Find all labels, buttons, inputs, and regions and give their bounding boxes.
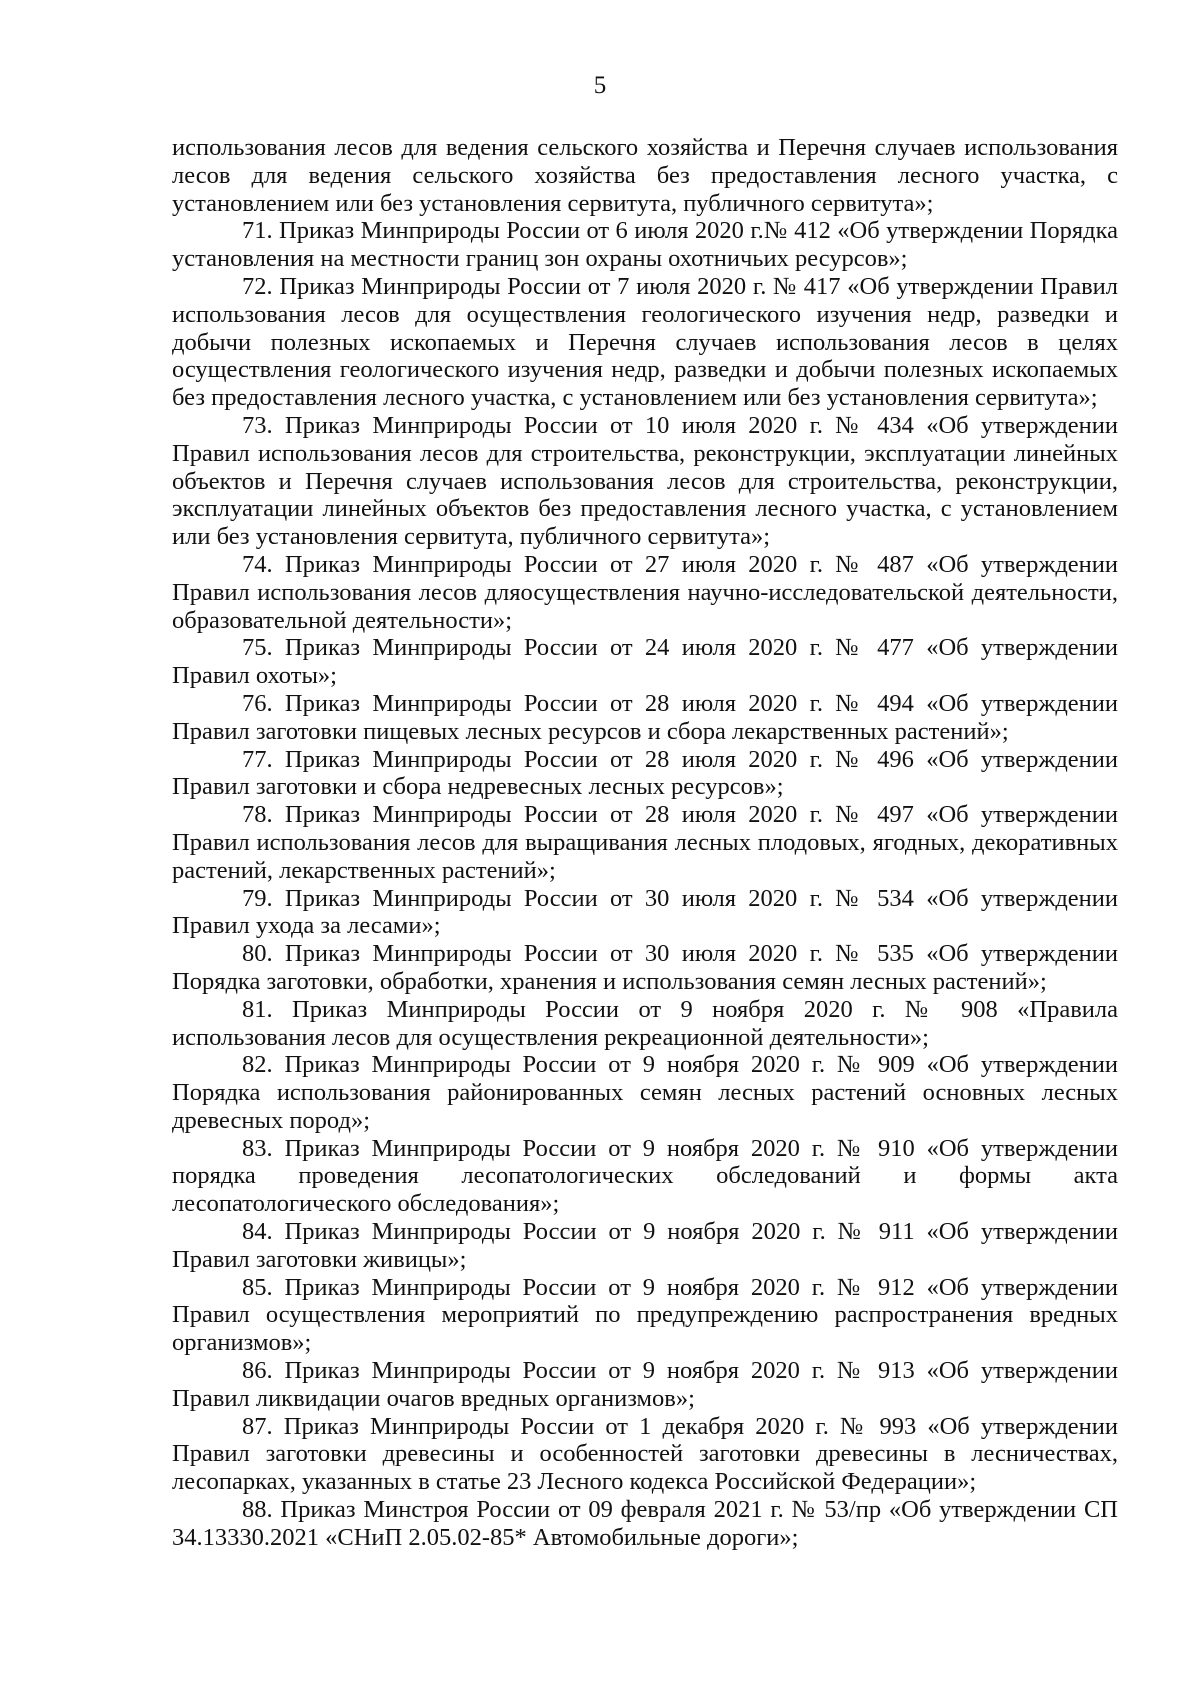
list-item-74: 74. Приказ Минприроды России от 27 июля 2020 г. № 487 «Об утверждении Правил использования лесов дляосуществления научно-исследовательской деятельности, образовательной деятельности»; [172,550,1118,634]
list-item-80: 80. Приказ Минприроды России от 30 июля 2020 г. № 535 «Об утверждении Порядка заготовки, обработки, хранения и использования семян лесных растений»; [172,940,1118,995]
list-item-84: 84. Приказ Минприроды России от 9 ноября 2020 г. № 911 «Об утверждении Правил заготовки живицы»; [172,1218,1118,1273]
list-item-79: 79. Приказ Минприроды России от 30 июля 2020 г. № 534 «Об утверждении Правил ухода за лесами»; [172,884,1118,940]
list-item-81: 81. Приказ Минприроды России от 9 ноября 2020 г. № 908 «Правила использования лесов для осуществления рекреационной деятельности»; [172,995,1118,1051]
list-item-76: 76. Приказ Минприроды России от 28 июля 2020 г. № 494 «Об утверждении Правил заготовки пищевых лесных ресурсов и сбора лекарственных растений»; [172,689,1118,745]
list-item-85: 85. Приказ Минприроды России от 9 ноября 2020 г. № 912 «Об утверждении Правил осуществления мероприятий по предупреждению распространения вредных организмов»; [172,1273,1118,1357]
page-number: 5 [593,72,607,99]
list-item-78: 78. Приказ Минприроды России от 28 июля 2020 г. № 497 «Об утверждении Правил использования лесов для выращивания лесных плодовых, ягодных, декоративных растений, лекарственных растений»; [172,801,1118,884]
list-item-83: 83. Приказ Минприроды России от 9 ноября 2020 г. № 910 «Об утверждении порядка проведения лесопатологических обследований и формы акта лесопатологического обследования»; [172,1134,1118,1218]
document-body [172,134,1118,1552]
list-item-71: 71. Приказ Минприроды России от 6 июля 2020 г.№ 412 «Об утверждении Порядка установления на местности границ зон охраны охотничьих ресурсов»; [172,217,1118,273]
list-item-82: 82. Приказ Минприроды России от 9 ноября 2020 г. № 909 «Об утверждении Порядка использования районированных семян лесных растений основных лесных древесных пород»; [172,1051,1118,1134]
paragraph-continuation: использования лесов для ведения сельского хозяйства и Перечня случаев использования лесов для ведения сельского хозяйства без предоставления лесного участка, с установлением или без установления сервитута, публичного сервитута»; [172,134,1118,217]
list-item-77: 77. Приказ Минприроды России от 28 июля 2020 г. № 496 «Об утверждении Правил заготовки и сбора недревесных лесных ресурсов»; [172,745,1118,801]
list-item-86: 86. Приказ Минприроды России от 9 ноября 2020 г. № 913 «Об утверждении Правил ликвидации очагов вредных организмов»; [172,1357,1118,1412]
list-item-88: 88. Приказ Минстроя России от 09 февраля 2021 г. № 53/пр «Об утверждении СП 34.13330.2021 «СНиП 2.05.02-85* Автомобильные дороги»; [172,1496,1118,1551]
list-item-72: 72. Приказ Минприроды России от 7 июля 2020 г. № 417 «Об утверждении Правил использования лесов для осуществления геологического изучения недр, разведки и добычи полезных ископаемых и Перечня случаев использования лесов в целях осуществления геологического изучения недр, разведки и добычи полезных ископаемых без предоставления лесного участка, с установлением или без установления сервитута»; [172,272,1118,412]
list-item-87: 87. Приказ Минприроды России от 1 декабря 2020 г. № 993 «Об утверждении Правил заготовки древесины и особенностей заготовки древесины в лесничествах, лесопарках, указанных в статье 23 Лесного кодекса Российской Федерации»; [172,1412,1118,1496]
list-item-75: 75. Приказ Минприроды России от 24 июля 2020 г. № 477 «Об утверждении Правил охоты»; [172,634,1118,690]
list-item-73: 73. Приказ Минприроды России от 10 июля 2020 г. № 434 «Об утверждении Правил использования лесов для строительства, реконструкции, эксплуатации линейных объектов и Перечня случаев использования лесов для строительства, реконструкции, эксплуатации линейных объектов без предоставления лесного участка, с установлением или без установления сервитута, публичного сервитута»; [172,411,1118,551]
